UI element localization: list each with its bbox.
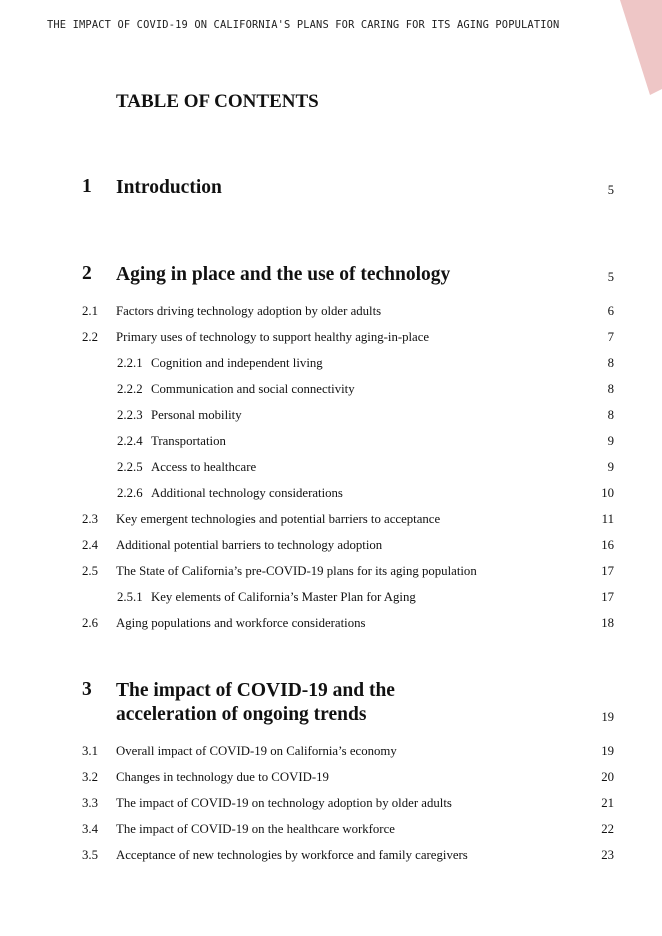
page-number: 5 bbox=[607, 183, 614, 197]
subsection-title: Additional technology considerations bbox=[151, 486, 343, 500]
page-number: 23 bbox=[601, 848, 614, 862]
section-number: 2.6 bbox=[82, 616, 98, 630]
page-number: 20 bbox=[601, 770, 614, 784]
section-title: The impact of COVID-19 on the healthcare workforce bbox=[116, 822, 395, 836]
section-title: The impact of COVID-19 on technology adoption by older adults bbox=[116, 796, 452, 810]
section-title: Changes in technology due to COVID-19 bbox=[116, 770, 329, 784]
section-number: 2.5 bbox=[82, 564, 98, 578]
page-number: 11 bbox=[601, 512, 614, 526]
page-number: 18 bbox=[601, 616, 614, 630]
subsection-number: 2.2.5 bbox=[117, 460, 143, 474]
page-number: 21 bbox=[601, 796, 614, 810]
page-number: 7 bbox=[607, 330, 614, 344]
page-number: 9 bbox=[607, 434, 614, 448]
chapter-number: 1 bbox=[82, 176, 92, 197]
page-number: 9 bbox=[607, 460, 614, 474]
section-title: Acceptance of new technologies by workforce and family caregivers bbox=[116, 848, 468, 862]
subsection-number: 2.5.1 bbox=[117, 590, 143, 604]
subsection-title: Key elements of California’s Master Plan for Aging bbox=[151, 590, 416, 604]
page-number: 19 bbox=[601, 744, 614, 758]
section-number: 3.2 bbox=[82, 770, 98, 784]
chapter-number: 2 bbox=[82, 263, 92, 284]
page-number: 17 bbox=[601, 564, 614, 578]
chapter-title-line-1: The impact of COVID-19 and the bbox=[116, 680, 395, 701]
section-title: The State of California’s pre-COVID-19 plans for its aging population bbox=[116, 564, 477, 578]
subsection-number: 2.2.2 bbox=[117, 382, 143, 396]
section-title: Additional potential barriers to technology adoption bbox=[116, 538, 383, 552]
page-number: 8 bbox=[607, 408, 614, 422]
toc-title: TABLE OF CONTENTS bbox=[116, 91, 319, 112]
page-number: 6 bbox=[607, 304, 614, 318]
section-title: Key emergent technologies and potential barriers to acceptance bbox=[116, 512, 441, 526]
section-number: 3.5 bbox=[82, 848, 98, 862]
chapter-title-line-2: acceleration of ongoing trends bbox=[116, 704, 367, 725]
subsection-number: 2.2.6 bbox=[117, 486, 143, 500]
running-header: THE IMPACT OF COVID-19 ON CALIFORNIA'S PLANS FOR CARING FOR ITS AGING POPULATION bbox=[47, 19, 560, 31]
section-number: 2.1 bbox=[82, 304, 98, 318]
section-number: 3.4 bbox=[82, 822, 98, 836]
subsection-title: Cognition and independent living bbox=[151, 356, 323, 370]
section-title: Factors driving technology adoption by older adults bbox=[116, 304, 382, 318]
section-number: 3.1 bbox=[82, 744, 98, 758]
page-number: 22 bbox=[601, 822, 614, 836]
corner-decoration bbox=[610, 0, 662, 95]
subsection-title: Personal mobility bbox=[151, 408, 242, 422]
page-number: 19 bbox=[601, 710, 614, 724]
chapter-title: Introduction bbox=[116, 177, 222, 198]
section-number: 2.4 bbox=[82, 538, 98, 552]
subsection-title: Access to healthcare bbox=[151, 460, 257, 474]
chapter-title: Aging in place and the use of technology bbox=[116, 264, 451, 285]
subsection-title: Transportation bbox=[151, 434, 226, 448]
section-title: Primary uses of technology to support healthy aging-in-place bbox=[116, 330, 430, 344]
page-number: 8 bbox=[607, 356, 614, 370]
page-number: 5 bbox=[607, 270, 614, 284]
page-number: 8 bbox=[607, 382, 614, 396]
page-number: 17 bbox=[601, 590, 614, 604]
section-title: Aging populations and workforce considerations bbox=[116, 616, 366, 630]
chapter-number: 3 bbox=[82, 679, 92, 700]
subsection-number: 2.2.1 bbox=[117, 356, 143, 370]
section-title: Overall impact of COVID-19 on California’s economy bbox=[116, 744, 397, 758]
subsection-title: Communication and social connectivity bbox=[151, 382, 355, 396]
page-number: 16 bbox=[601, 538, 614, 552]
subsection-number: 2.2.4 bbox=[117, 434, 143, 448]
page-number: 10 bbox=[601, 486, 614, 500]
section-number: 2.2 bbox=[82, 330, 98, 344]
section-number: 2.3 bbox=[82, 512, 98, 526]
subsection-number: 2.2.3 bbox=[117, 408, 143, 422]
section-number: 3.3 bbox=[82, 796, 98, 810]
